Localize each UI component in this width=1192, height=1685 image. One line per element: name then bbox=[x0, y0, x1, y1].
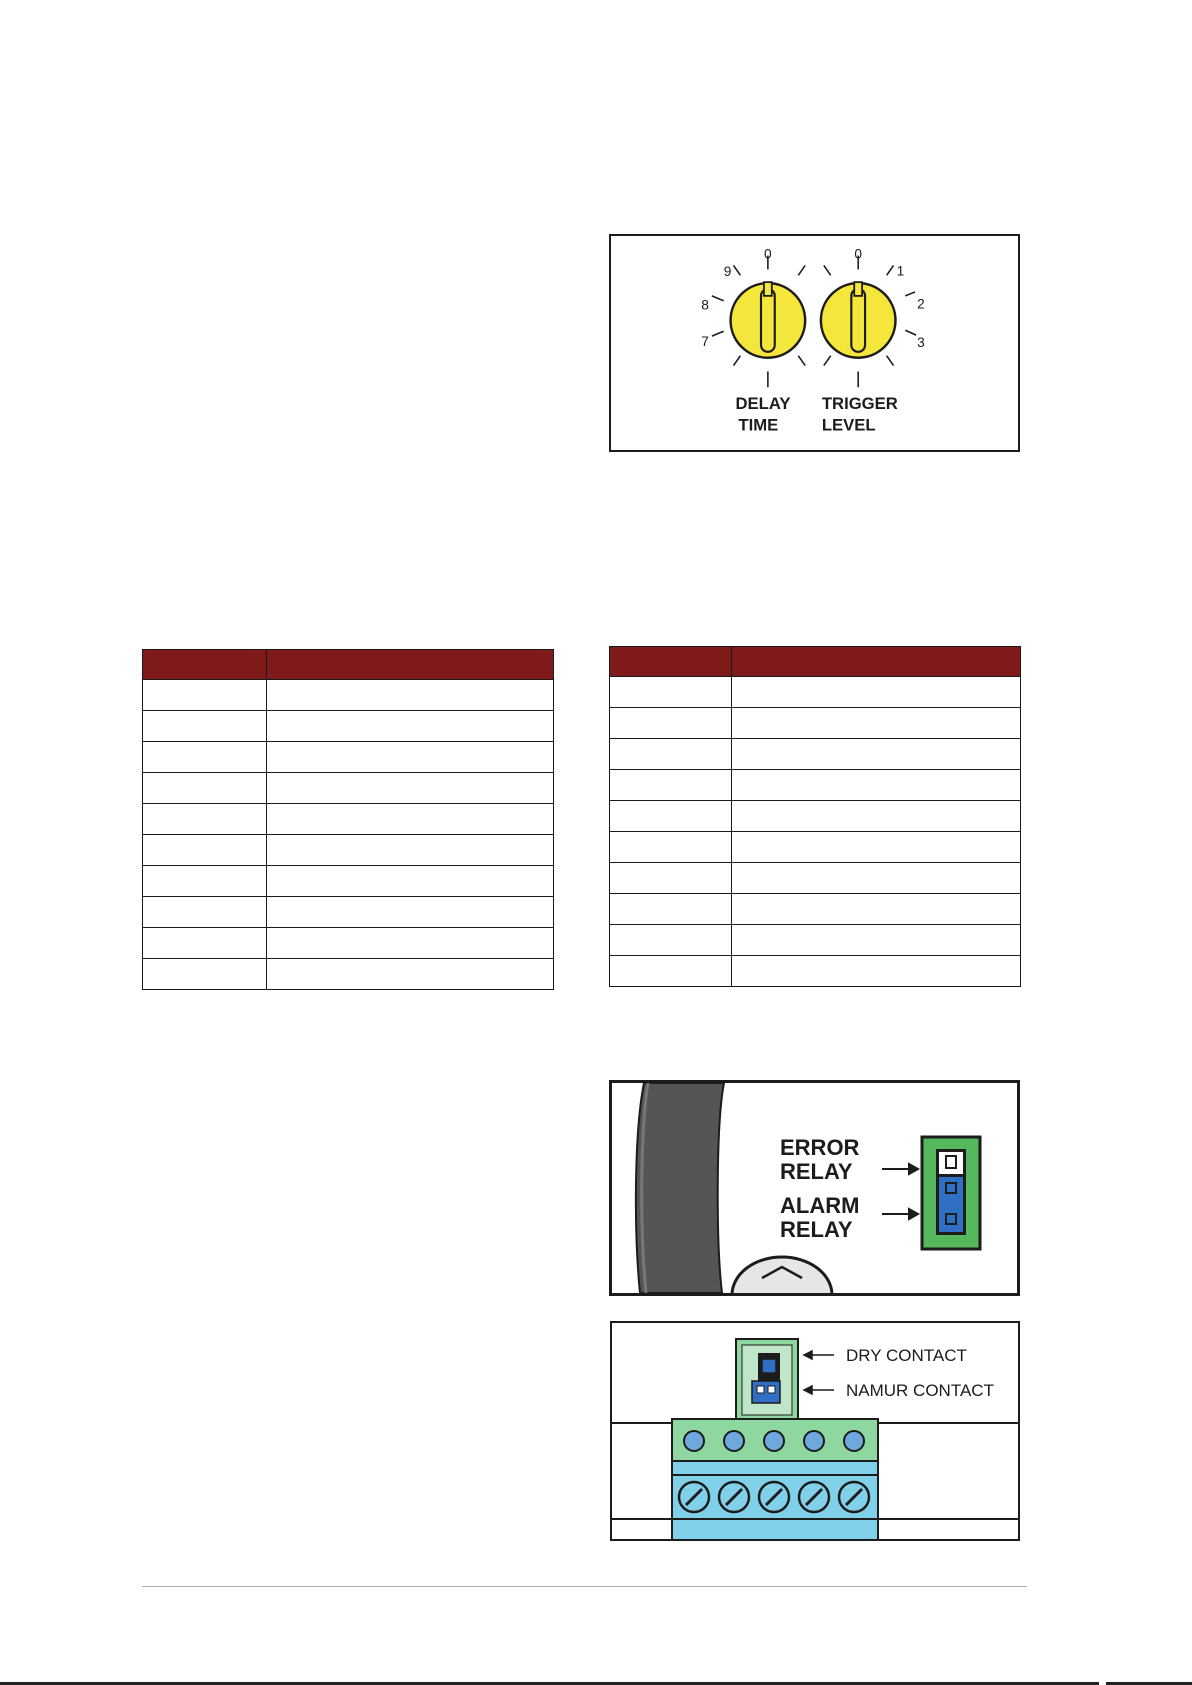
error-label-line1: ERROR bbox=[780, 1135, 860, 1160]
table-row bbox=[143, 835, 554, 866]
namur-jumper-cap[interactable] bbox=[752, 1381, 780, 1403]
alarm-label-line1: ALARM bbox=[780, 1193, 860, 1218]
terminal-hole bbox=[764, 1431, 784, 1451]
table-cell bbox=[143, 959, 267, 990]
right-dial-tick-1: 1 bbox=[896, 263, 905, 279]
table-cell bbox=[610, 956, 732, 987]
table-row bbox=[610, 708, 1021, 739]
trigger-knob-pointer bbox=[854, 282, 862, 296]
left-dial-tick-9: 9 bbox=[723, 264, 732, 280]
table-cell bbox=[610, 801, 732, 832]
table-cell bbox=[143, 773, 267, 804]
table-cell bbox=[732, 863, 1021, 894]
table-header-row bbox=[143, 650, 554, 680]
left-dial-tick-7: 7 bbox=[701, 333, 709, 349]
table-cell bbox=[732, 925, 1021, 956]
table-row bbox=[143, 804, 554, 835]
table-cell bbox=[143, 742, 267, 773]
table-row bbox=[143, 897, 554, 928]
table-cell bbox=[143, 680, 267, 711]
trigger-label-line2: LEVEL bbox=[821, 415, 876, 435]
namur-pin-a bbox=[757, 1386, 764, 1393]
dry-contact-pin bbox=[762, 1359, 776, 1373]
table-cell bbox=[267, 773, 554, 804]
table-cell bbox=[267, 742, 554, 773]
left-dial-tick-0: 0 bbox=[764, 246, 772, 262]
table-cell bbox=[267, 928, 554, 959]
table-cell bbox=[610, 832, 732, 863]
table-row bbox=[143, 711, 554, 742]
terminal-hole bbox=[724, 1431, 744, 1451]
left-dial-tick-8: 8 bbox=[701, 297, 709, 313]
table-cell bbox=[610, 770, 732, 801]
trigger-label-line1: TRIGGER bbox=[821, 393, 898, 413]
table-row bbox=[610, 801, 1021, 832]
contact-svg bbox=[612, 1323, 1018, 1539]
table-cell bbox=[732, 956, 1021, 987]
alarm-label-line2: RELAY bbox=[780, 1217, 853, 1242]
table-cell bbox=[143, 897, 267, 928]
table-row bbox=[610, 832, 1021, 863]
table-cell bbox=[143, 866, 267, 897]
table-row bbox=[143, 773, 554, 804]
table-cell bbox=[267, 711, 554, 742]
table-row bbox=[143, 742, 554, 773]
relay-arrows bbox=[882, 1164, 918, 1219]
table-row bbox=[610, 894, 1021, 925]
contact-figure bbox=[610, 1321, 1020, 1541]
table-row bbox=[610, 677, 1021, 708]
table-cell bbox=[267, 897, 554, 928]
delay-knob-pointer bbox=[764, 282, 772, 296]
table-cell bbox=[267, 680, 554, 711]
table-row bbox=[143, 680, 554, 711]
table-row bbox=[143, 928, 554, 959]
screw-head bbox=[732, 1257, 832, 1293]
table-cell bbox=[732, 801, 1021, 832]
table-row bbox=[610, 739, 1021, 770]
terminal-hole bbox=[684, 1431, 704, 1451]
table-header-row bbox=[610, 647, 1021, 677]
table-cell bbox=[143, 928, 267, 959]
footer-rule bbox=[142, 1586, 1027, 1587]
table-cell bbox=[610, 677, 732, 708]
table-header-cell bbox=[267, 650, 554, 680]
right-dial-tick-0: 0 bbox=[854, 246, 863, 262]
right-dial-tick-3: 3 bbox=[917, 334, 925, 350]
right-settings-table bbox=[609, 646, 1021, 987]
table-cell bbox=[143, 835, 267, 866]
cable-shape bbox=[636, 1083, 724, 1293]
table-cell bbox=[143, 711, 267, 742]
namur-contact-label: NAMUR CONTACT bbox=[846, 1381, 994, 1400]
terminal-hole bbox=[804, 1431, 824, 1451]
dial-figure bbox=[609, 234, 1020, 452]
table-header-cell bbox=[732, 647, 1021, 677]
table-cell bbox=[610, 863, 732, 894]
table-row bbox=[143, 866, 554, 897]
table-cell bbox=[732, 770, 1021, 801]
table-row bbox=[143, 959, 554, 990]
contact-arrows bbox=[804, 1351, 834, 1394]
table-cell bbox=[267, 835, 554, 866]
table-cell bbox=[732, 677, 1021, 708]
delay-label-line1: DELAY bbox=[735, 393, 791, 413]
left-settings-table bbox=[142, 649, 554, 990]
table-cell bbox=[732, 832, 1021, 863]
table-header-cell bbox=[610, 647, 732, 677]
relay-figure bbox=[609, 1080, 1020, 1296]
table-cell bbox=[610, 739, 732, 770]
table-cell bbox=[732, 739, 1021, 770]
table-row bbox=[610, 770, 1021, 801]
error-label-line2: RELAY bbox=[780, 1159, 853, 1184]
delay-label-line2: TIME bbox=[738, 415, 779, 435]
table-cell bbox=[610, 708, 732, 739]
table-cell bbox=[732, 894, 1021, 925]
terminal-hole bbox=[844, 1431, 864, 1451]
namur-pin-b bbox=[768, 1386, 775, 1393]
table-row bbox=[610, 863, 1021, 894]
dry-contact-label: DRY CONTACT bbox=[846, 1346, 967, 1365]
table-cell bbox=[143, 804, 267, 835]
table-cell bbox=[267, 959, 554, 990]
table-cell bbox=[732, 708, 1021, 739]
table-header-cell bbox=[143, 650, 267, 680]
table-cell bbox=[610, 894, 732, 925]
right-dial-tick-2: 2 bbox=[917, 296, 925, 312]
table-row bbox=[610, 956, 1021, 987]
dial-svg bbox=[611, 236, 1018, 450]
table-cell bbox=[610, 925, 732, 956]
table-row bbox=[610, 925, 1021, 956]
table-cell bbox=[267, 804, 554, 835]
relay-svg bbox=[612, 1083, 1017, 1293]
table-cell bbox=[267, 866, 554, 897]
